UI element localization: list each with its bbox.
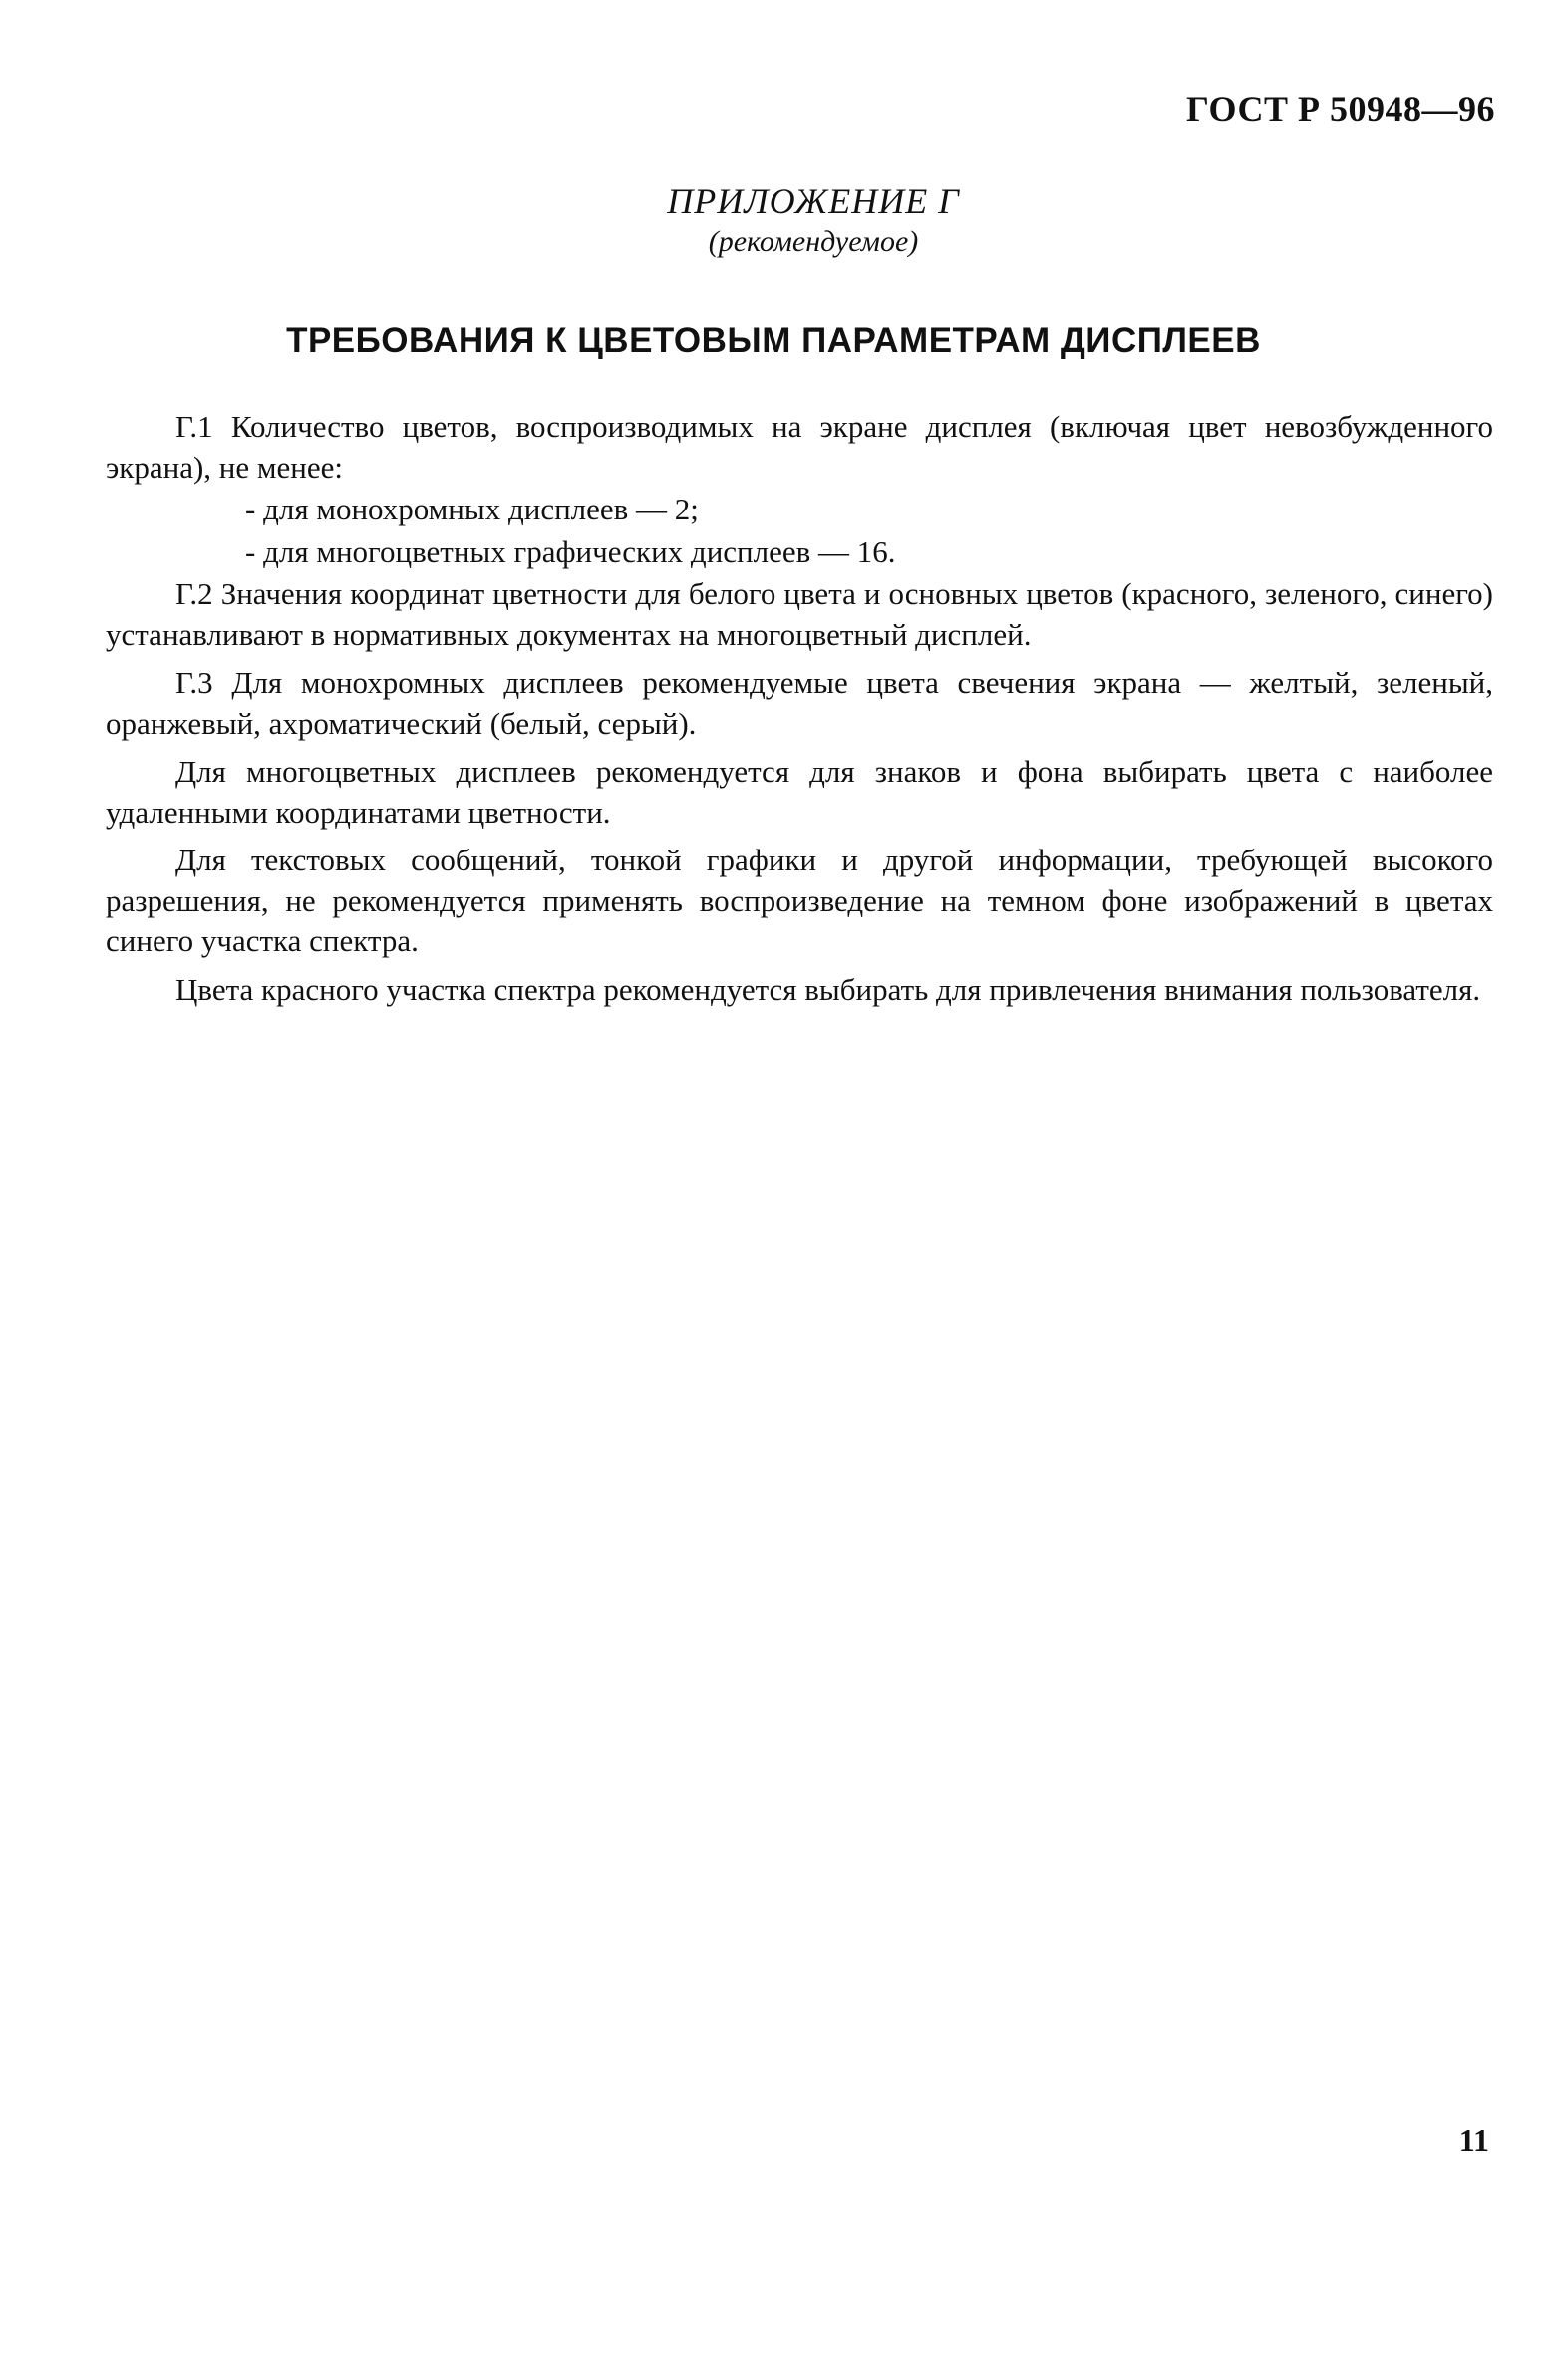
appendix-note: (рекомендуемое): [708, 225, 919, 258]
body-text: [106, 407, 1493, 1012]
paragraph-g3: Г.3 Для монохромных дисплеев рекомендуемые цвета свечения экрана — желтый, зеленый, оранжевый, ахроматический (белый, серый).: [106, 665, 1493, 741]
paragraph: Цвета красного участка спектра рекомендуется выбирать для привлечения внимания пользователя.: [175, 971, 1481, 1007]
paragraph-g2: Г.2 Значения координат цветности для белого цвета и основных цветов (красного, зеленого, синего) устанавливают в нормативных документах на многоцветный дисплей.: [106, 576, 1493, 652]
paragraph: Для текстовых сообщений, тонкой графики и другой информации, требующей высокого разрешения, не рекомендуется применять воспроизведение на темном фоне изображений в цветах синего участка спектра.: [106, 843, 1493, 958]
list-item: - для монохромных дисплеев — 2;: [245, 492, 699, 526]
appendix-title: ПРИЛОЖЕНИЕ Г: [667, 181, 960, 221]
page-number: 11: [1458, 2122, 1489, 2158]
paragraph-g1: Г.1 Количество цветов, воспроизводимых на экране дисплея (включая цвет невозбужденного экрана), не менее:: [106, 409, 1493, 485]
paragraph: Для многоцветных дисплеев рекомендуется для знаков и фона выбирать цвета с наиболее удаленными координатами цветности.: [106, 754, 1493, 830]
list-item: - для многоцветных графических дисплеев — 16.: [245, 533, 896, 569]
appendix-heading: [0, 179, 1547, 261]
document-code: ГОСТ Р 50948—96: [1186, 89, 1495, 129]
section-title: ТРЕБОВАНИЯ К ЦВЕТОВЫМ ПАРАМЕТРАМ ДИСПЛЕЕВ: [286, 321, 1261, 360]
